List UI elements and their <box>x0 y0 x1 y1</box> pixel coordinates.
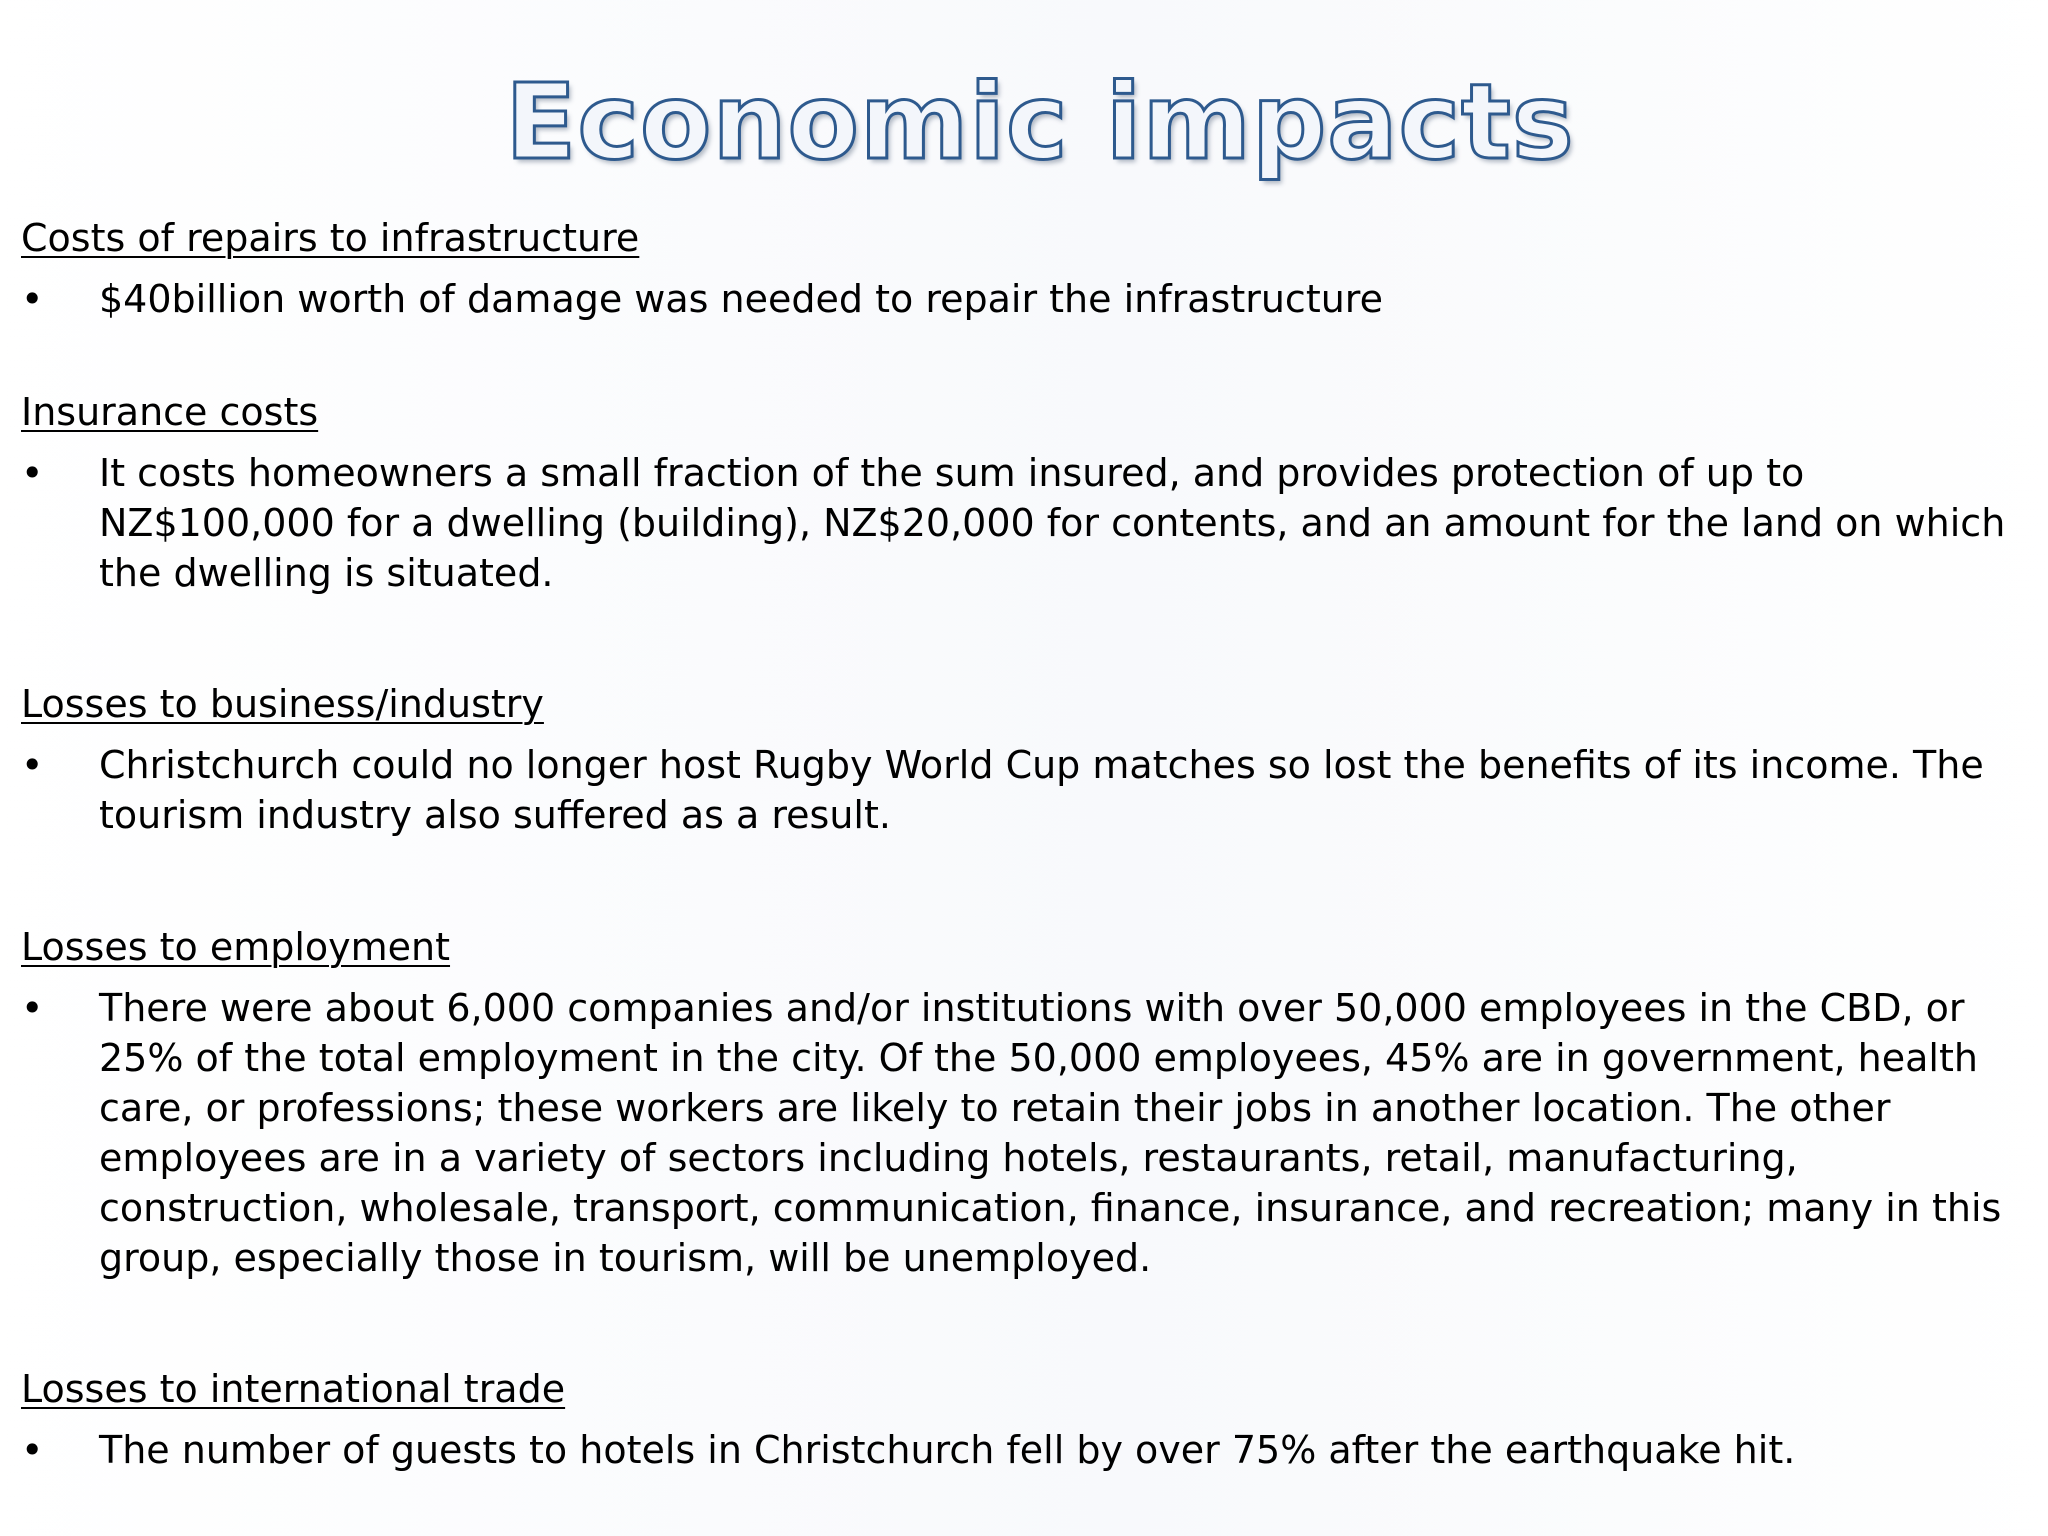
section-insurance-costs <box>21 387 2031 598</box>
bullet-text: The number of guests to hotels in Christchurch fell by over 75% after the earthquake hit. <box>99 1428 1796 1472</box>
bullet-icon: • <box>21 451 44 495</box>
bullet-item <box>21 274 2031 324</box>
bullet-text: Christchurch could no longer host Rugby World Cup matches so lost the benefits of its income. The tourism industry also suffered as a result. <box>99 743 1984 837</box>
bullet-item <box>21 448 2031 598</box>
section-heading: Losses to employment <box>21 925 451 969</box>
bullet-item <box>21 740 2031 840</box>
section-infrastructure-repairs <box>21 213 2031 324</box>
bullet-item <box>21 983 2031 1283</box>
bullet-text: It costs homeowners a small fraction of the sum insured, and provides protection of up to NZ$100,000 for a dwelling (building), NZ$20,000 for contents, and an amount for the land on which the dwelling is situated. <box>99 451 2006 595</box>
bullet-text: $40billion worth of damage was needed to repair the infrastructure <box>99 277 1383 321</box>
bullet-icon: • <box>21 1428 44 1472</box>
section-trade-losses <box>21 1364 2031 1475</box>
bullet-text: There were about 6,000 companies and/or institutions with over 50,000 employees in the CBD, or 25% of the total employment in the city. Of the 50,000 employees, 45% are in government, health care, or professions; these workers are likely to retain their jobs in another location. The other employees are in a variety of sectors including hotels, restaurants, retail, manufacturing, construction, wholesale, transport, communication, finance, insurance, and recreation; many in this group, especially those in tourism, will be unemployed. <box>99 986 2002 1280</box>
section-heading: Losses to business/industry <box>21 682 544 726</box>
section-heading: Insurance costs <box>21 390 319 434</box>
section-heading: Losses to international trade <box>21 1367 566 1411</box>
bullet-item <box>21 1425 2031 1475</box>
section-business-losses <box>21 679 2031 840</box>
section-heading: Costs of repairs to infrastructure <box>21 216 640 260</box>
slide-title: Economic impacts <box>505 61 1575 183</box>
bullet-icon: • <box>21 743 44 787</box>
section-employment-losses <box>21 922 2031 1283</box>
bullet-icon: • <box>21 986 44 1030</box>
slide-content <box>21 213 2031 1475</box>
bullet-icon: • <box>21 277 44 321</box>
